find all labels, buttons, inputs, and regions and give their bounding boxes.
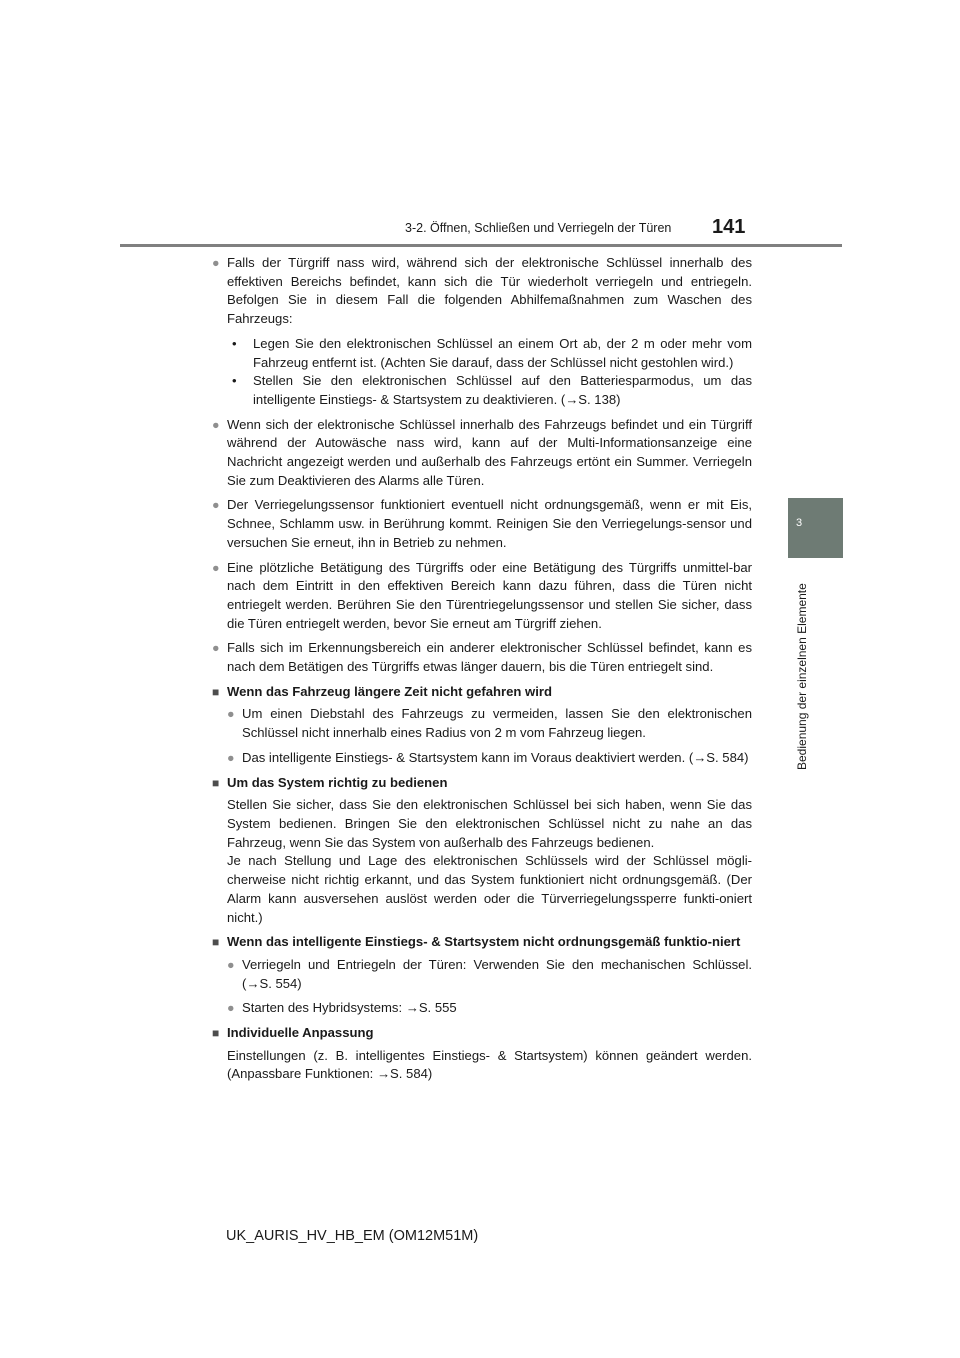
list-item xyxy=(227,999,752,1018)
paragraph: Je nach Stellung und Lage des elektronischen Schlüssels wird der Schlüssel mögli-cherweise nicht richtig erkannt, und das System funktioniert nicht ordnungsgemäß. (Der Alarm kann ausversehen auslöst werden oder die Türverriegelungssperre funkti-oniert nicht.) xyxy=(227,853,752,925)
header-rule xyxy=(120,244,842,247)
chapter-side-label xyxy=(795,565,809,770)
bullet-text: Das intelligente Einstiegs- & Startsystem kann im Voraus deaktiviert werden. (→S. 584) xyxy=(242,749,749,765)
dot-marker-icon: • xyxy=(232,373,237,389)
section-title: Um das System richtig zu bedienen xyxy=(227,774,448,790)
list-item xyxy=(227,749,752,768)
bullet-icon: ● xyxy=(227,750,235,765)
list-item xyxy=(212,639,752,676)
bullet-text: Eine plötzliche Betätigung des Türgriffs oder eine Betätigung des Türgriffs unmittel-bar nach dem Eintritt in den effektiven Bereich kann dazu führen, dass die Türen nicht entriegelt werden. Berühren Sie den Türentriegelungssensor und stellen Sie sicher, dass die Türen entriegelt werden, bevor Sie erneut am Türgriff ziehen. xyxy=(227,559,752,631)
bullet-text: Falls sich im Erkennungsbereich ein anderer elektronischer Schlüssel befindet, kann es nach dem Betätigen des Türgriffs etwas länger dauern, bis die Türen entriegelt sind. xyxy=(227,640,752,675)
bullet-text: Um einen Diebstahl des Fahrzeugs zu vermeiden, lassen Sie den elektronischen Schlüssel nicht innerhalb eines Radius von 2 m vom Fahrzeug liegen. xyxy=(242,706,752,741)
sub-item-text: Legen Sie den elektronischen Schlüssel an einem Ort ab, der 2 m oder mehr vom Fahrzeug entfernt ist. (Achten Sie darauf, dass der Schlüssel nicht gestohlen wird.) xyxy=(253,335,752,370)
bullet-icon: ● xyxy=(227,957,235,972)
bullet-icon: ● xyxy=(212,641,220,656)
bullet-text: Falls der Türgriff nass wird, während sich der elektronische Schlüssel innerhalb des effektiven Bereichs befindet, kann sich die Tür wiederholt verriegeln und entriegeln. Befolgen Sie in diesem Fall die folgenden Abhilfemaßnahmen zum Waschen des Fahrzeugs: xyxy=(227,255,752,327)
chapter-side-label-text: Bedienung der einzelnen Elemente xyxy=(795,583,809,770)
page-content xyxy=(212,254,752,1090)
bullet-icon: ● xyxy=(227,1001,235,1016)
bullet-text: Wenn sich der elektronische Schlüssel innerhalb des Fahrzeugs befindet und ein Türgriff während der Autowäsche nass wird, kann auf der Multi-Informationsanzeige eine Nachricht angezeigt werden und außerhalb des Fahrzeugs ertönt ein Summer. Verriegeln Sie zum Deaktivieren des Alarms alle Türen. xyxy=(227,416,752,488)
square-bullet-icon: ■ xyxy=(212,775,220,790)
section-heading xyxy=(212,774,752,793)
square-bullet-icon: ■ xyxy=(212,1026,220,1041)
section-heading xyxy=(212,1024,752,1043)
bullet-icon: ● xyxy=(212,560,220,575)
list-item xyxy=(212,416,752,491)
square-bullet-icon: ■ xyxy=(212,935,220,950)
dot-marker-icon: • xyxy=(232,335,237,351)
sub-list-item xyxy=(227,335,752,372)
list-item xyxy=(212,559,752,634)
bullet-icon: ● xyxy=(212,256,220,270)
bullet-text: Verriegeln und Entriegeln der Türen: Verwenden Sie den mechanischen Schlüssel. (→S. 554) xyxy=(242,956,752,991)
header-title: 3-2. Öffnen, Schließen und Verriegeln der Türen xyxy=(405,221,672,235)
bullet-icon: ● xyxy=(227,707,235,722)
paragraph: Stellen Sie sicher, dass Sie den elektronischen Schlüssel bei sich haben, wenn Sie das System bedienen. Bringen Sie den elektronischen Schlüssel nicht zu nahe an das Fahrzeug, wenn Sie das System von außerhalb des Fahrzeugs bedienen. xyxy=(227,797,752,850)
bullet-text: Der Verriegelungssensor funktioniert eventuell nicht ordnungsgemäß, wenn er mit Eis, Schnee, Schlamm usw. in Berührung kommt. Reinigen Sie den Verriegelungs-sensor und versuchen Sie erneut, ihn in Betrieb zu nehmen. xyxy=(227,497,752,550)
paragraph: Einstellungen (z. B. intelligentes Einstiegs- & Startsystem) können geändert werden. (Anpassbare Funktionen: →S. 584) xyxy=(227,1047,752,1082)
sub-item-text: Stellen Sie den elektronischen Schlüssel auf den Batteriesparmodus, um das intelligente Einstiegs- & Startsystem zu deaktivieren. (→S. 138) xyxy=(253,373,752,407)
chapter-tab-number: 3 xyxy=(796,517,803,529)
section-heading xyxy=(212,683,752,702)
list-item xyxy=(227,705,752,742)
bullet-icon: ● xyxy=(212,417,220,432)
section-title: Wenn das Fahrzeug längere Zeit nicht gefahren wird xyxy=(227,683,552,699)
list-item xyxy=(212,254,752,329)
footer-code: UK_AURIS_HV_HB_EM (OM12M51M) xyxy=(226,1228,479,1244)
square-bullet-icon: ■ xyxy=(212,684,220,699)
sub-list-item xyxy=(227,372,752,409)
list-item xyxy=(212,496,752,552)
bullet-text: Starten des Hybridsystems: →S. 555 xyxy=(242,1000,457,1016)
section-heading xyxy=(212,933,752,952)
list-item xyxy=(227,956,752,993)
bullet-icon: ● xyxy=(212,498,220,513)
section-title: Individuelle Anpassung xyxy=(227,1025,374,1041)
section-title: Wenn das intelligente Einstiegs- & Startsystem nicht ordnungsgemäß funktio-niert xyxy=(227,934,741,950)
page-number: 141 xyxy=(712,216,746,238)
